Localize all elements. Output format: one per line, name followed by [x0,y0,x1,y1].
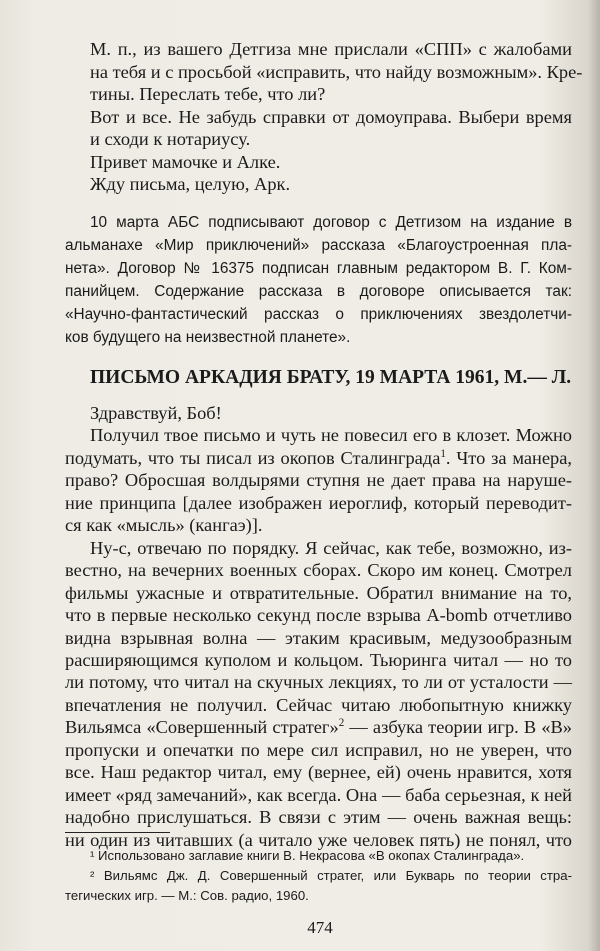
text-line: впечатления не получил. Сейчас читаю любопытную книжку [65,694,572,715]
text-line: Привет мамочке и Алке. [90,151,281,172]
letter-ending [90,38,583,196]
footnotes [65,846,572,906]
footnote-2 [65,866,572,906]
text-line: что в первые несколько секунд после взрыва A-bomb отчетливо [65,605,572,626]
text-line: 10 марта АБС подписывают договор с Детгизом на издание в [90,214,572,231]
text-line: фильмы ужасные и отвратительные. Обратил внимание на то, [65,582,572,603]
letter-paragraph [90,38,583,106]
letter-paragraph [90,151,572,174]
footnote-divider [65,832,170,833]
text-line: панийцем. Содержание рассказа в договоре описывается так: [65,283,572,300]
text-line: пропуски и опечатки по мере сил исправил, но не уверен, что [65,739,572,760]
text-line: Получил твое письмо и чуть не повесил его в клозет. Можно [90,425,572,446]
text-line: тегических игр. — М.: Сов. радио, 1960. [65,888,309,903]
text-line: Здравствуй, Боб! [90,403,222,423]
text-line: все. Наш редактор читал, ему (вернее, ей) очень нравится, хотя [65,762,572,783]
letter-paragraph [90,106,572,151]
text-line: ² Вильямс Дж. Д. Совершенный стратег, или Букварь по теории стра- [90,868,572,883]
text-line [65,447,572,469]
text-segment: . Что за манера, [445,447,572,468]
text-line: вестно, на вечерних военных сборах. Скоро им конец. Смотрел [65,560,572,581]
text-line: ¹ Использовано заглавие книги В. Некрасова «В окопах Сталинграда». [90,848,525,863]
text-segment: подумать, что ты писал из окопов Сталинграда [65,447,441,468]
text-line: расширяющимся куполом и кольцом. Тьюринга читал — но то [65,649,572,670]
section-heading: ПИСЬМО АРКАДИЯ БРАТУ, 19 МАРТА 1961, М.— Л. [90,367,572,388]
text-line: тины. Переслать тебе, что ли? [90,84,326,104]
text-line: ков будущего на неизвестной планете». [65,329,351,346]
text-line: право? Обросшая волдырями ступня не дает права на наруше- [65,470,572,491]
text-line: и сходи к нотариусу. [90,129,251,149]
text-line: ни один из читавших (а читало уже человек пять) не понял, что [65,829,572,850]
body-paragraph [65,424,572,536]
text-segment: — азбука теории игр. В «В» [344,717,573,738]
text-line: альманахе «Мир приключений» рассказа «Благоустроенная пла- [65,237,572,254]
footnote-ref-2: 2 [338,717,345,730]
greeting [65,402,572,424]
text-line: Вот и все. Не забудь справки от домоуправа. Выбери время [90,106,572,127]
commentary-paragraph [65,211,572,349]
text-line: на тебя и с просьбой «исправить, что найду возможным». Кре- [90,61,583,82]
body-paragraph [65,537,572,851]
footnote-ref-1: 1 [440,447,446,460]
text-line: «Научно-фантастический рассказ о приключениях звездолетчи- [65,306,572,323]
text-segment: Вильямса «Совершенный стратег» [65,717,339,738]
text-line: М. п., из вашего Детгиза мне прислали «СПП» с жалобами [90,39,572,59]
footnote-1 [65,846,572,866]
text-line [65,716,572,738]
letter-signature [90,173,572,196]
letter-body [65,402,572,851]
text-line: нета». Договор № 16375 подписан главным редактором В. Г. Ком- [65,260,572,277]
text-line: Ну-с, отвечаю по порядку. Я сейчас, как тебе, возможно, из- [90,537,572,558]
text-line: ли потому, что читал на скучных лекциях, то ли от усталости — [65,672,572,693]
editorial-commentary [65,211,572,349]
text-line: надобно прислушаться. В связи с этим — очень важная вещь: [65,807,572,828]
page-number: 474 [307,918,333,937]
text-line: ние принципа [далее изображен иероглиф, который переводит- [65,492,572,513]
text-line: Жду письма, целую, Арк. [90,174,291,194]
text-line: видна взрывная волна — этаким красивым, медузообразным [65,627,572,648]
text-line: имеет «ряд замечаний», как всегда. Она — баба серьезная, к ней [65,784,572,805]
text-line: ся как «мысль» (кангаэ)]. [65,515,263,536]
